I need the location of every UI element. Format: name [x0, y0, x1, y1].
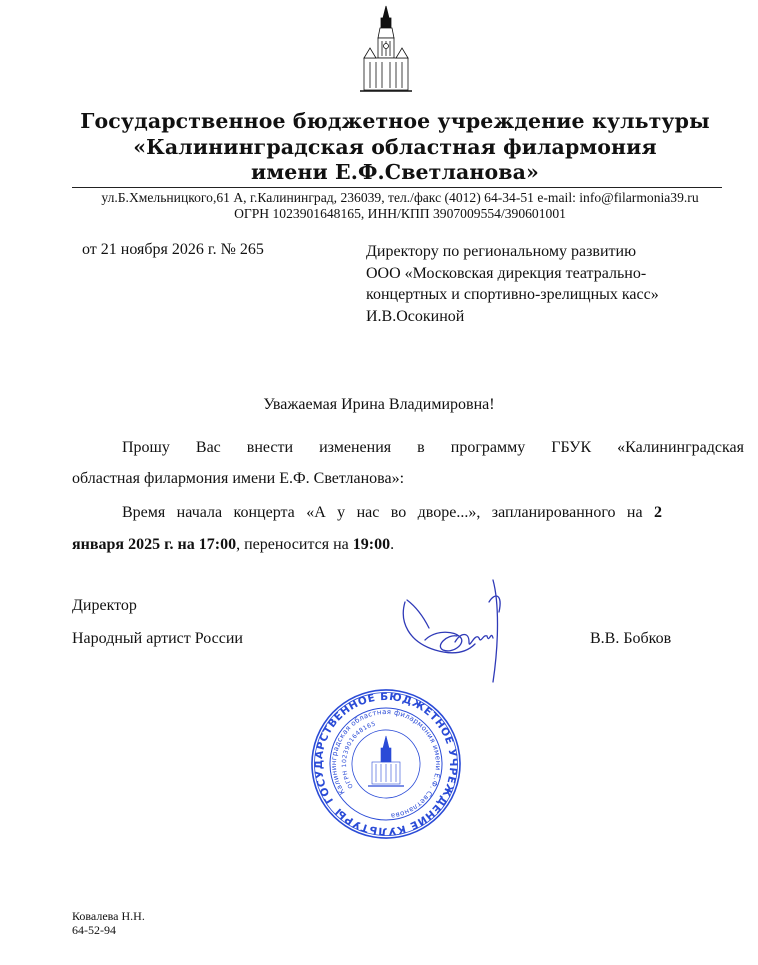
paragraph-1-line-2: областная филармония имени Е.Ф. Светланова»:	[72, 470, 405, 487]
paragraph-2-line-2	[72, 535, 394, 555]
org-name-line-1: Государственное бюджетное учреждение культуры	[80, 109, 710, 133]
addressee-line-4: И.В.Осокиной	[366, 307, 465, 325]
addressee-line-2: ООО «Московская дирекция театрально-	[366, 264, 647, 282]
stamp-cathedral-icon	[368, 736, 404, 786]
executor-phone: 64-52-94	[72, 923, 116, 937]
letter-reference: от 21 ноября 2026 г. № 265	[82, 241, 264, 258]
signer-position: Директор	[72, 597, 137, 614]
official-stamp	[310, 688, 462, 840]
org-name-line-2: «Калининградская областная филармония	[133, 135, 657, 159]
reschedule-text: , переносится на	[236, 536, 349, 553]
addressee-line-1: Директору по региональному развитию	[366, 243, 637, 260]
header-divider	[72, 187, 722, 188]
greeting: Уважаемая Ирина Владимировна!	[263, 396, 495, 413]
handwritten-signature	[395, 572, 510, 692]
paragraph-2-line-1	[122, 503, 662, 523]
executor-name: Ковалева Н.Н.	[72, 909, 145, 923]
addressee-line-3: концертных и спортивно-зрелищных касс»	[366, 286, 659, 303]
signer-name: В.В. Бобков	[590, 630, 672, 647]
signer-title: Народный артист России	[72, 630, 243, 647]
original-datetime: января 2025 г. на 17:00	[72, 536, 237, 553]
paragraph-2-text: Время начала концерта «А у нас во дворе...», запланированного на	[122, 504, 643, 521]
contacts-registration-line: ОГРН 1023901648165, ИНН/КПП 3907009554/390601001	[234, 206, 566, 221]
org-name-line-3: имени Е.Ф.Светланова»	[251, 160, 539, 184]
stamp-inner-text: Калининградская областная филармония имени Е.Ф. Светланова	[329, 707, 443, 820]
paragraph-2-date-day: 2	[654, 504, 663, 521]
addressee-block	[366, 241, 746, 327]
cathedral-logo-icon	[356, 4, 416, 94]
contacts-address-line: ул.Б.Хмельницкого,61 А, г.Калининград, 236039, тел./факс (4012) 64-34-51 e-mail: info@filarmonia39.ru	[101, 190, 699, 205]
stamp-outer-text: ГОСУДАРСТВЕННОЕ БЮДЖЕТНОЕ УЧРЕЖДЕНИЕ КУЛЬТУРЫ	[312, 690, 460, 838]
paragraph-1-line-1: Прошу Вас внести изменения в программу ГБУК «Калининградская	[122, 439, 744, 456]
new-time: 19:00	[352, 536, 391, 553]
sentence-end: .	[390, 536, 395, 553]
stamp-ogrn-text: ОГРН 1023901648165	[340, 720, 377, 790]
